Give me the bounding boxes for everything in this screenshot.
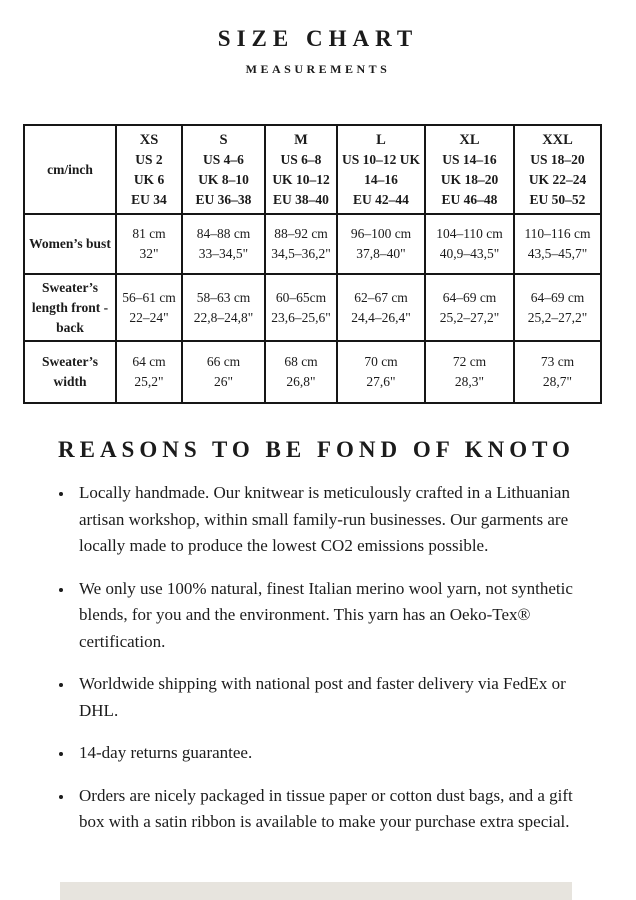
inch-value: 22,8–24,8": [193, 309, 254, 325]
page-subtitle: MEASUREMENTS: [245, 62, 391, 76]
size-col-l: [337, 125, 425, 214]
inch-value: 26": [213, 374, 233, 389]
reason-item-returns: • 14-day returns guarantee.: [74, 740, 601, 767]
measure-cell: [514, 274, 601, 341]
size-name: XL: [459, 131, 480, 148]
inch-value: 26,8": [286, 374, 316, 389]
page-title: SIZE CHART: [217, 26, 419, 51]
inch-value: 25,2": [134, 374, 164, 389]
measure-cell: [116, 274, 182, 341]
cm-value: 66 cm: [206, 354, 241, 369]
inch-value: 37,8–40": [356, 246, 406, 261]
measure-cell: [337, 341, 425, 403]
measure-cell: [265, 341, 337, 403]
measure-cell: [116, 214, 182, 274]
measure-cell: [337, 214, 425, 274]
measure-cell: [425, 214, 514, 274]
cm-value: 70 cm: [364, 354, 398, 369]
inch-value: 34,5–36,2": [271, 246, 331, 261]
cm-value: 73 cm: [540, 354, 575, 369]
cm-value: 81 cm: [132, 226, 166, 241]
cm-value: 72 cm: [452, 354, 487, 369]
inch-value: 28,3": [454, 374, 485, 389]
size-col-s: [182, 125, 265, 214]
cm-value: 68 cm: [284, 354, 318, 369]
inch-value: 43,5–45,7": [527, 246, 588, 261]
reasons-section: [57, 437, 602, 852]
table-row-bust: [24, 214, 601, 274]
cm-value: 60–65cm: [275, 289, 327, 305]
cm-value: 96–100 cm: [350, 226, 412, 241]
title-block: [0, 26, 636, 77]
size-name: S: [219, 131, 228, 148]
inch-value: 33–34,5": [198, 246, 249, 261]
size-line: UK 6: [133, 171, 165, 187]
measure-cell: [425, 341, 514, 403]
row-label-width: Sweater’s width: [24, 341, 116, 403]
size-line: US 14–16: [442, 151, 497, 167]
size-line: EU 38–40: [273, 191, 329, 207]
inch-value: 25,2–27,2": [527, 309, 588, 325]
row-label-bust: Women’s bust: [24, 214, 116, 274]
reasons-heading: REASONS TO BE FOND OF KNOTO: [58, 437, 575, 462]
cm-value: 104–110 cm: [436, 226, 503, 241]
size-line: US 2: [135, 151, 163, 167]
cm-value: 62–67 cm: [354, 289, 408, 305]
cm-value: 64–69 cm: [530, 289, 585, 305]
measure-cell: [265, 214, 337, 274]
size-line: US 18–20: [530, 151, 585, 167]
measure-cell: [514, 214, 601, 274]
cm-value: 56–61 cm: [122, 289, 176, 305]
cm-value: 64–69 cm: [442, 289, 497, 305]
size-col-xs: [116, 125, 182, 214]
inch-value: 22–24": [129, 309, 169, 325]
size-line: EU 42–44: [353, 191, 409, 207]
measure-cell: [182, 214, 265, 274]
inch-value: 40,9–43,5": [439, 246, 500, 261]
reason-item-natural-yarn: • We only use 100% natural, finest Italian merino wool yarn, not synthetic blends, for you and the environment. This yarn has an Oeko-Tex® certification.: [74, 576, 601, 656]
inch-value: 28,7": [542, 374, 573, 389]
size-table: [23, 124, 602, 404]
cm-value: 88–92 cm: [274, 226, 328, 241]
size-line: EU 36–38: [195, 191, 252, 207]
table-row-width: [24, 341, 601, 403]
reason-item-locally-handmade: • Locally handmade. Our knitwear is meticulously crafted in a Lithuanian artisan workshop, within small family-run businesses. Our garments are locally made to produce the lowest CO2 emissions possible.: [74, 480, 601, 560]
size-line: EU 46–48: [441, 191, 498, 207]
measure-cell: [337, 274, 425, 341]
size-line: US 4–6: [203, 151, 244, 167]
measure-cell: [116, 341, 182, 403]
measure-cell: [182, 341, 265, 403]
size-name: XXL: [542, 131, 573, 148]
inch-value: 24,4–26,4": [351, 309, 411, 325]
measure-cell: [182, 274, 265, 341]
cm-value: 110–116 cm: [524, 226, 591, 241]
size-name: L: [376, 131, 386, 148]
measure-cell: [425, 274, 514, 341]
size-line: EU 34: [131, 191, 167, 207]
row-label-length: Sweater’s length front - back: [24, 274, 116, 341]
cm-value: 84–88 cm: [196, 226, 251, 241]
inch-value: 32": [139, 246, 159, 261]
size-line: UK 10–12: [272, 171, 330, 187]
inch-value: 23,6–25,6": [271, 309, 331, 325]
size-line: US 6–8: [280, 151, 322, 167]
size-line: US 10–12 UK: [341, 151, 420, 167]
reason-item-shipping: • Worldwide shipping with national post and faster delivery via FedEx or DHL.: [74, 671, 601, 724]
size-col-xxl: [514, 125, 601, 214]
measure-cell: [265, 274, 337, 341]
size-line: EU 50–52: [529, 191, 586, 207]
reasons-list: [57, 480, 602, 836]
unit-label-cell: cm/inch: [24, 125, 116, 214]
inch-value: 25,2–27,2": [439, 309, 500, 325]
measure-cell: [514, 341, 601, 403]
cm-value: 64 cm: [132, 354, 166, 369]
reason-item-packaging: • Orders are nicely packaged in tissue paper or cotton dust bags, and a gift box with a satin ribbon is available to make your purchase extra special.: [74, 783, 601, 836]
table-row-length: [24, 274, 601, 341]
size-name: XS: [139, 131, 159, 148]
next-section-band: [60, 882, 572, 900]
size-name: M: [294, 131, 308, 148]
size-line: UK 18–20: [440, 171, 499, 187]
size-line: UK 22–24: [528, 171, 587, 187]
size-col-m: [265, 125, 337, 214]
size-col-xl: [425, 125, 514, 214]
size-line: UK 8–10: [198, 171, 249, 187]
inch-value: 27,6": [366, 374, 396, 389]
cm-value: 58–63 cm: [196, 289, 251, 305]
size-line: 14–16: [364, 171, 398, 187]
